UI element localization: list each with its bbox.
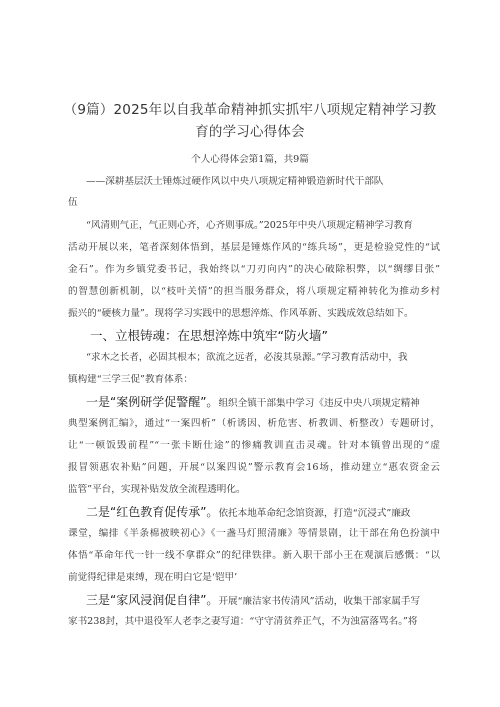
point-2-line: 体悟“革命年代一针一线不拿群众”的纪律铁律。新入职干部小王在观演后感慨：“以	[68, 550, 440, 561]
section-paragraph-line: 镇构建“三学三促”教育体系：	[68, 374, 193, 385]
subtitle-line-1: ——深耕基层沃土锤炼过硬作风以中央八项规定精神锻造新时代干部队	[86, 176, 384, 187]
intro-line: 金石”。作为乡镇党委书记，我始终以“刀刃向内”的决心破除积弊，以“绸缪目张”	[68, 264, 440, 275]
point-2-line: 前觉得纪律是束缚，现在明白它是‘铠甲’	[68, 572, 238, 583]
article-count: 个人心得体会第1篇，共9篇	[191, 154, 309, 165]
point-3-text: 开展“廉洁家书传清风”活动，收集干部家属手写	[218, 596, 421, 607]
intro-line: “风清则气正，气正则心齐，心齐则事成。”2025年中央八项规定精神学习教育	[86, 220, 413, 231]
subtitle-line-2: 伍	[68, 197, 78, 208]
point-2-first-line	[86, 506, 440, 520]
intro-line: 活动开展以来，笔者深刻体悟到，基层是锤炼作风的“练兵场”，更是检验党性的“试	[68, 242, 440, 253]
point-2-lead: 二是“红色教育促传承”。	[86, 506, 219, 519]
point-1-text: 组织全镇干部集中学习《违反中央八项规定精神	[218, 398, 420, 409]
section-paragraph-line: “求木之长者，必固其根本；欲流之远者，必浚其泉源。”学习教育活动中，我	[86, 352, 408, 363]
document-title-line-2: 育的学习心得体会	[195, 124, 305, 140]
intro-line: 振兴的“硬核力量”。现将学习实践中的思想淬炼、作风革新、实践成效总结如下。	[68, 308, 414, 319]
point-1-first-line	[86, 396, 440, 410]
point-1-line: 典型案例汇编》，通过“一案四析”（析诱因、析危害、析教训、析整改）专题研讨，	[68, 418, 440, 429]
point-1-line: 监管”平台，实现补贴发放全流程透明化。	[68, 484, 246, 495]
point-3-first-line	[86, 594, 440, 608]
point-3-line: 家书238封，其中退役军人老李之妻写道：“守守清贫养正气，不为浊富落骂名。”将	[68, 616, 418, 627]
point-2-line: 课堂，编排《半条棉被映初心》《一盏马灯照清廉》等情景剧，让干部在角色扮演中	[68, 528, 440, 539]
point-1-line: 报冒领惠农补贴”问题，开展“以案四说”警示教育会16场，推动建立“惠农资金云	[68, 462, 440, 473]
section-heading: 一、立根铸魂：在思想淬炼中筑牢“防火墙”	[90, 328, 328, 343]
intro-line: 的智慧创新机制，以“枝叶关情”的担当服务群众，将八项规定精神转化为推动乡村	[68, 286, 440, 297]
document-title-line-1: （9篇）2025年以自我革命精神抓实抓牢八项规定精神学习教	[63, 102, 437, 118]
point-2-text: 依托本地革命纪念馆资源，打造“沉浸式”廉政	[218, 508, 411, 519]
point-3-lead: 三是“家风浸润促自律”。	[86, 594, 219, 607]
point-1-lead: 一是“案例研学促警醒”。	[86, 396, 219, 409]
point-1-line: 让“一顿饭毁前程”“一张卡断仕途”的惨痛教训直击灵魂。针对本镇曾出现的“虚	[68, 440, 440, 451]
